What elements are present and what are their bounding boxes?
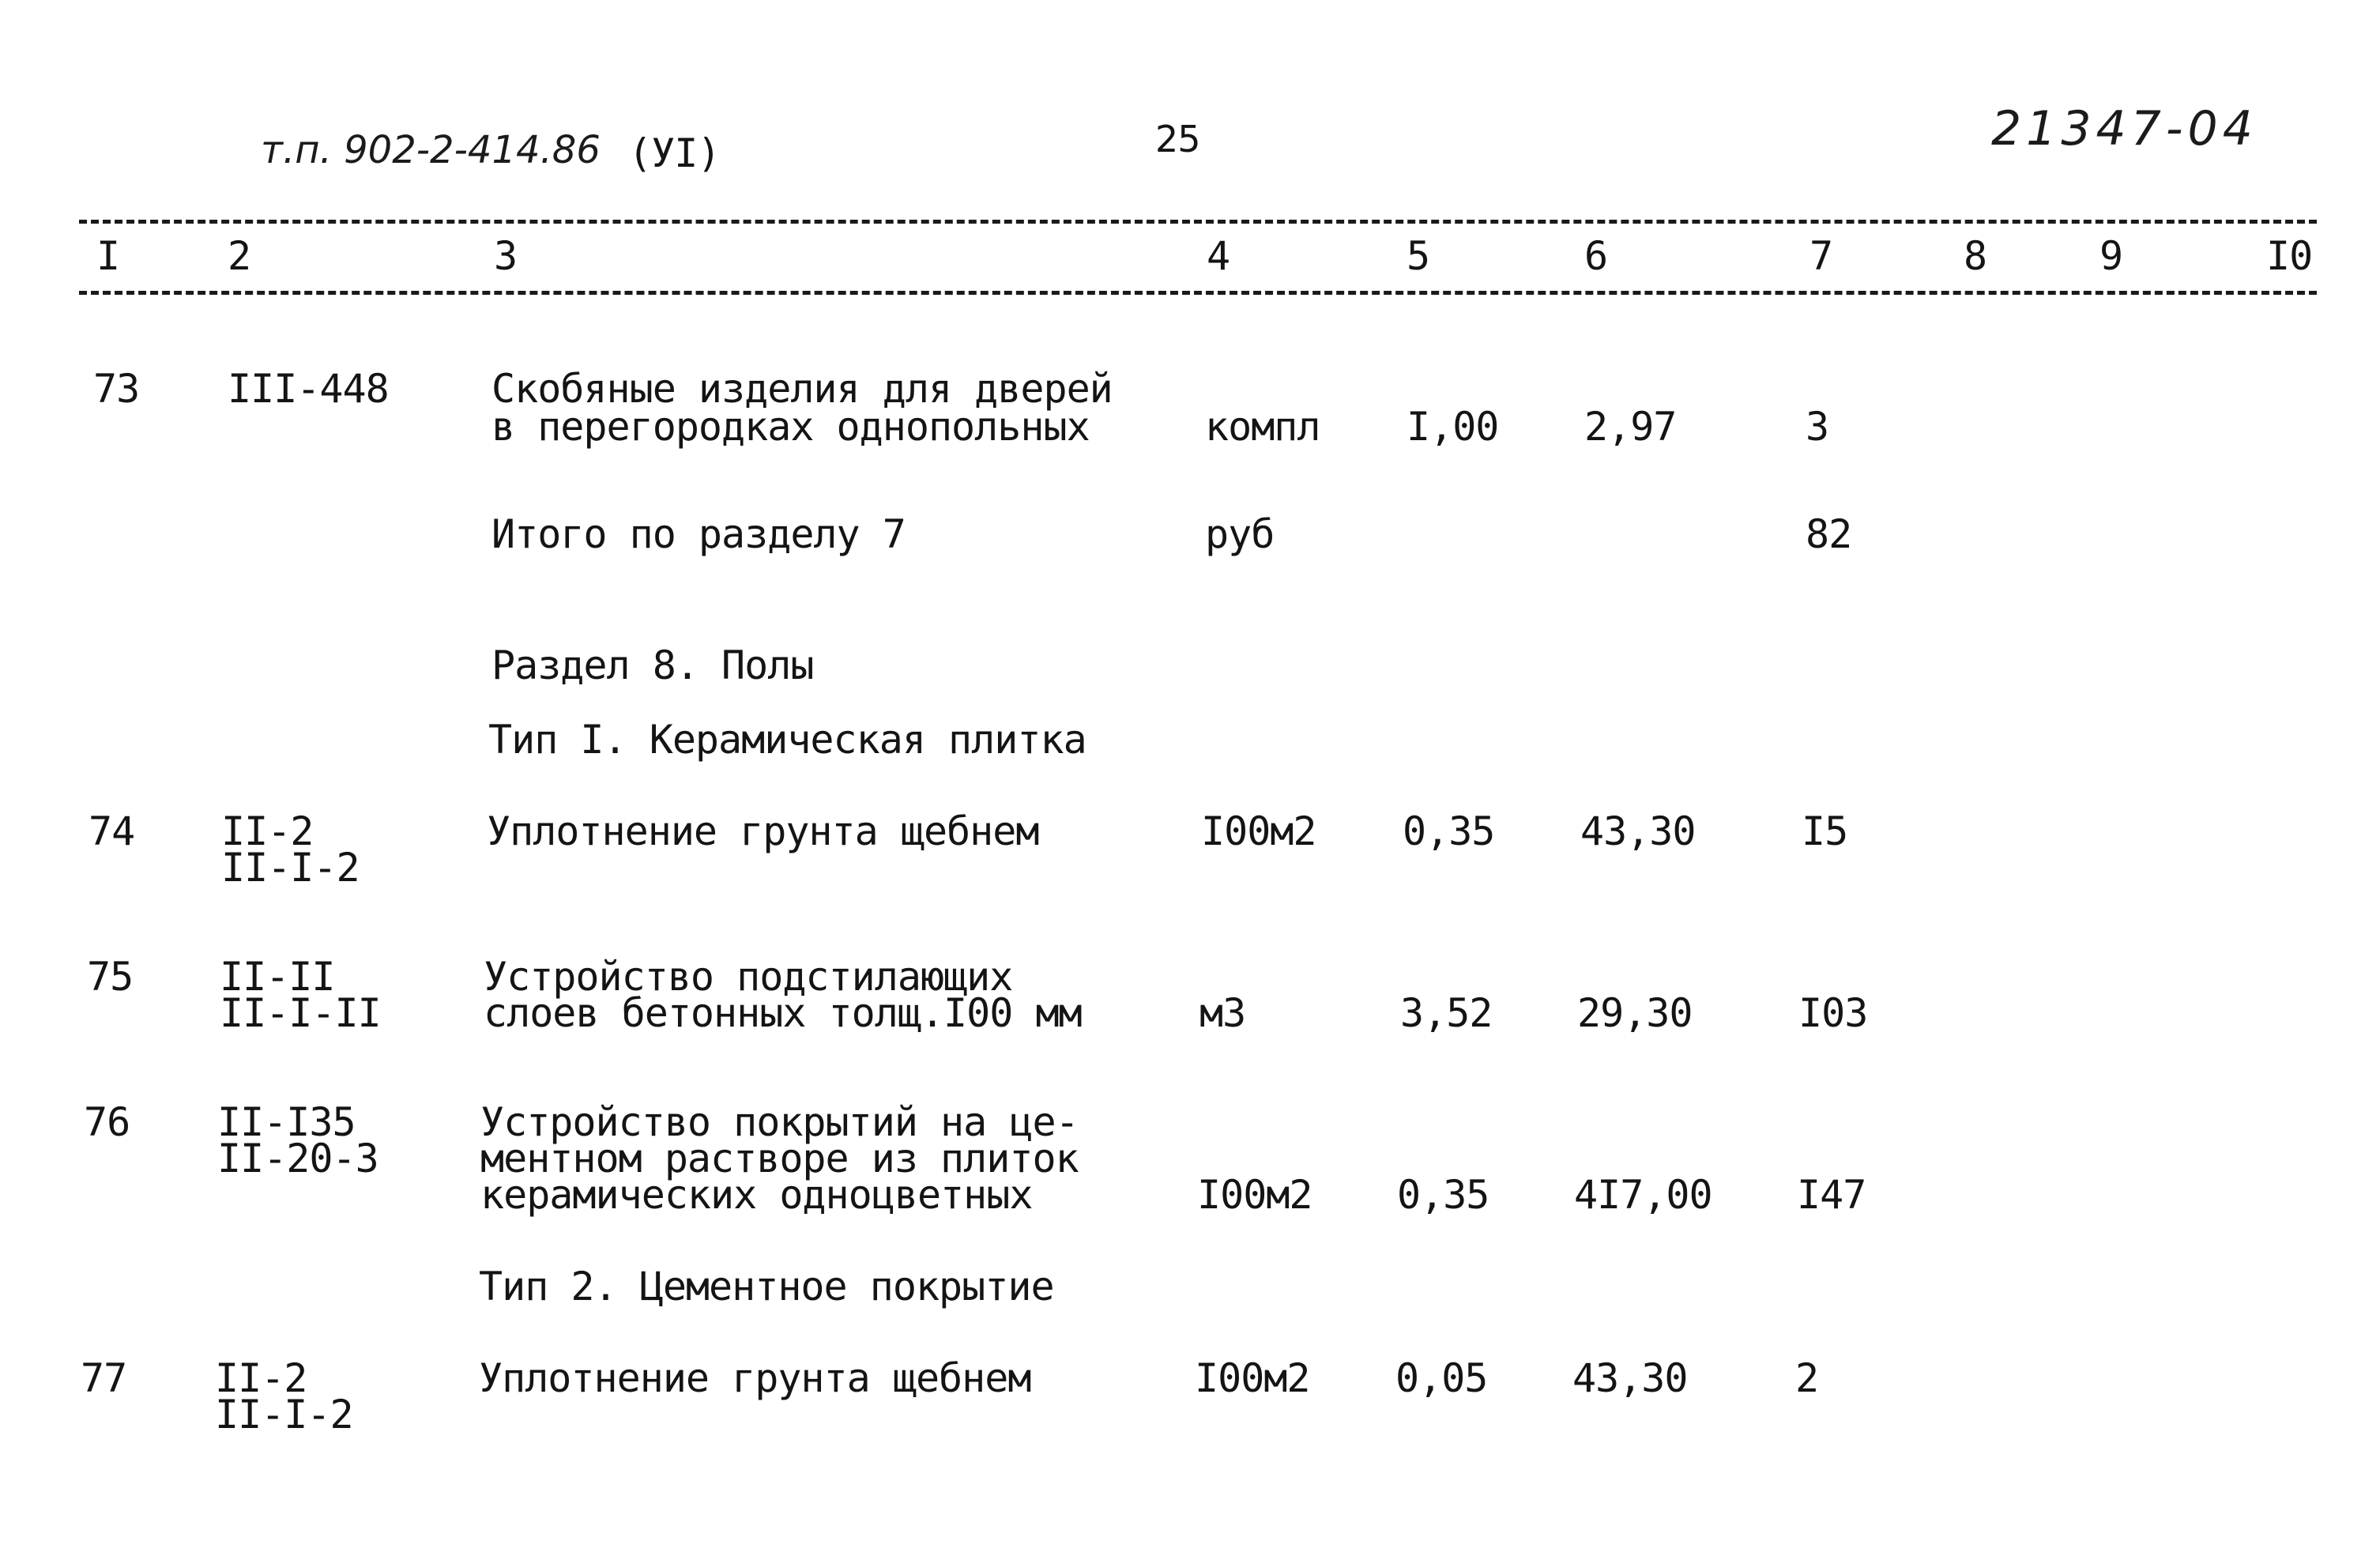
column-header: 2	[228, 233, 251, 279]
unit: I00м2	[1201, 808, 1316, 854]
total: I5	[1802, 808, 1848, 854]
column-header: 4	[1207, 233, 1230, 279]
item-description: слоев бетонных толщ.I00 мм	[484, 990, 1082, 1036]
inventory-code: 21347-04	[1991, 101, 2258, 156]
norm-code: II-I-II	[220, 990, 381, 1036]
quantity: 0,35	[1403, 808, 1495, 854]
column-header: 9	[2099, 233, 2123, 279]
item-description: Уплотнение грунта щебнем	[479, 1355, 1031, 1401]
row-number: 76	[84, 1099, 130, 1145]
unit-price: 4I7,00	[1574, 1172, 1712, 1218]
norm-code: II-II	[220, 954, 335, 1000]
column-header: 6	[1584, 233, 1608, 279]
row-number: 77	[81, 1355, 127, 1401]
column-header: 5	[1407, 233, 1430, 279]
unit: м3	[1199, 990, 1246, 1036]
row-number: 74	[88, 808, 135, 854]
norm-code: II-I35	[217, 1099, 356, 1145]
quantity: 0,05	[1395, 1355, 1488, 1401]
item-description: Устройство покрытий на це-	[480, 1099, 1079, 1145]
header-rule-top	[79, 220, 2317, 224]
norm-code: II-I-2	[221, 845, 360, 891]
column-header: 3	[494, 233, 518, 279]
total: I47	[1797, 1172, 1866, 1218]
unit-price: 2,97	[1584, 404, 1677, 450]
unit-price: 43,30	[1580, 808, 1696, 854]
column-header: I	[96, 233, 120, 279]
norm-code: II-20-3	[217, 1136, 378, 1181]
subsection-heading: Тип I. Керамическая плитка	[488, 717, 1086, 763]
norm-code: III-448	[228, 366, 389, 412]
total: 3	[1806, 404, 1829, 450]
norm-code: II-I-2	[215, 1392, 353, 1437]
unit: компл	[1205, 404, 1320, 450]
norm-code: II-2	[221, 808, 314, 854]
total: I03	[1798, 990, 1868, 1036]
unit: руб	[1205, 511, 1275, 557]
item-description: ментном растворе из плиток	[480, 1136, 1079, 1181]
header-rule-bottom	[79, 291, 2317, 295]
unit-price: 43,30	[1572, 1355, 1688, 1401]
unit-price: 29,30	[1577, 990, 1693, 1036]
row-number: 73	[93, 366, 140, 412]
norm-code: II-2	[215, 1355, 307, 1401]
item-description: керамических одноцветных	[480, 1172, 1033, 1218]
unit: I00м2	[1197, 1172, 1312, 1218]
item-description: Уплотнение грунта щебнем	[487, 808, 1039, 854]
quantity: 3,52	[1400, 990, 1493, 1036]
subtotal-label: Итого по разделу 7	[491, 511, 906, 557]
project-code: т.п. 902-2-414.86	[261, 128, 601, 172]
column-header: I0	[2266, 233, 2313, 279]
item-description: Устройство подстилающих	[484, 954, 1013, 1000]
item-description: в перегородках однопольных	[491, 404, 1090, 450]
column-header: 7	[1809, 233, 1833, 279]
subsection-heading: Тип 2. Цементное покрытие	[479, 1264, 1054, 1309]
quantity: I,00	[1407, 404, 1499, 450]
total: 82	[1806, 511, 1852, 557]
unit: I00м2	[1195, 1355, 1310, 1401]
total: 2	[1795, 1355, 1819, 1401]
volume-number: (УI)	[628, 130, 721, 176]
page-number: 25	[1155, 118, 1200, 160]
section-heading: Раздел 8. Полы	[491, 642, 814, 688]
row-number: 75	[87, 954, 134, 1000]
quantity: 0,35	[1397, 1172, 1489, 1218]
item-description: Скобяные изделия для дверей	[491, 366, 1113, 412]
column-header: 8	[1964, 233, 1987, 279]
